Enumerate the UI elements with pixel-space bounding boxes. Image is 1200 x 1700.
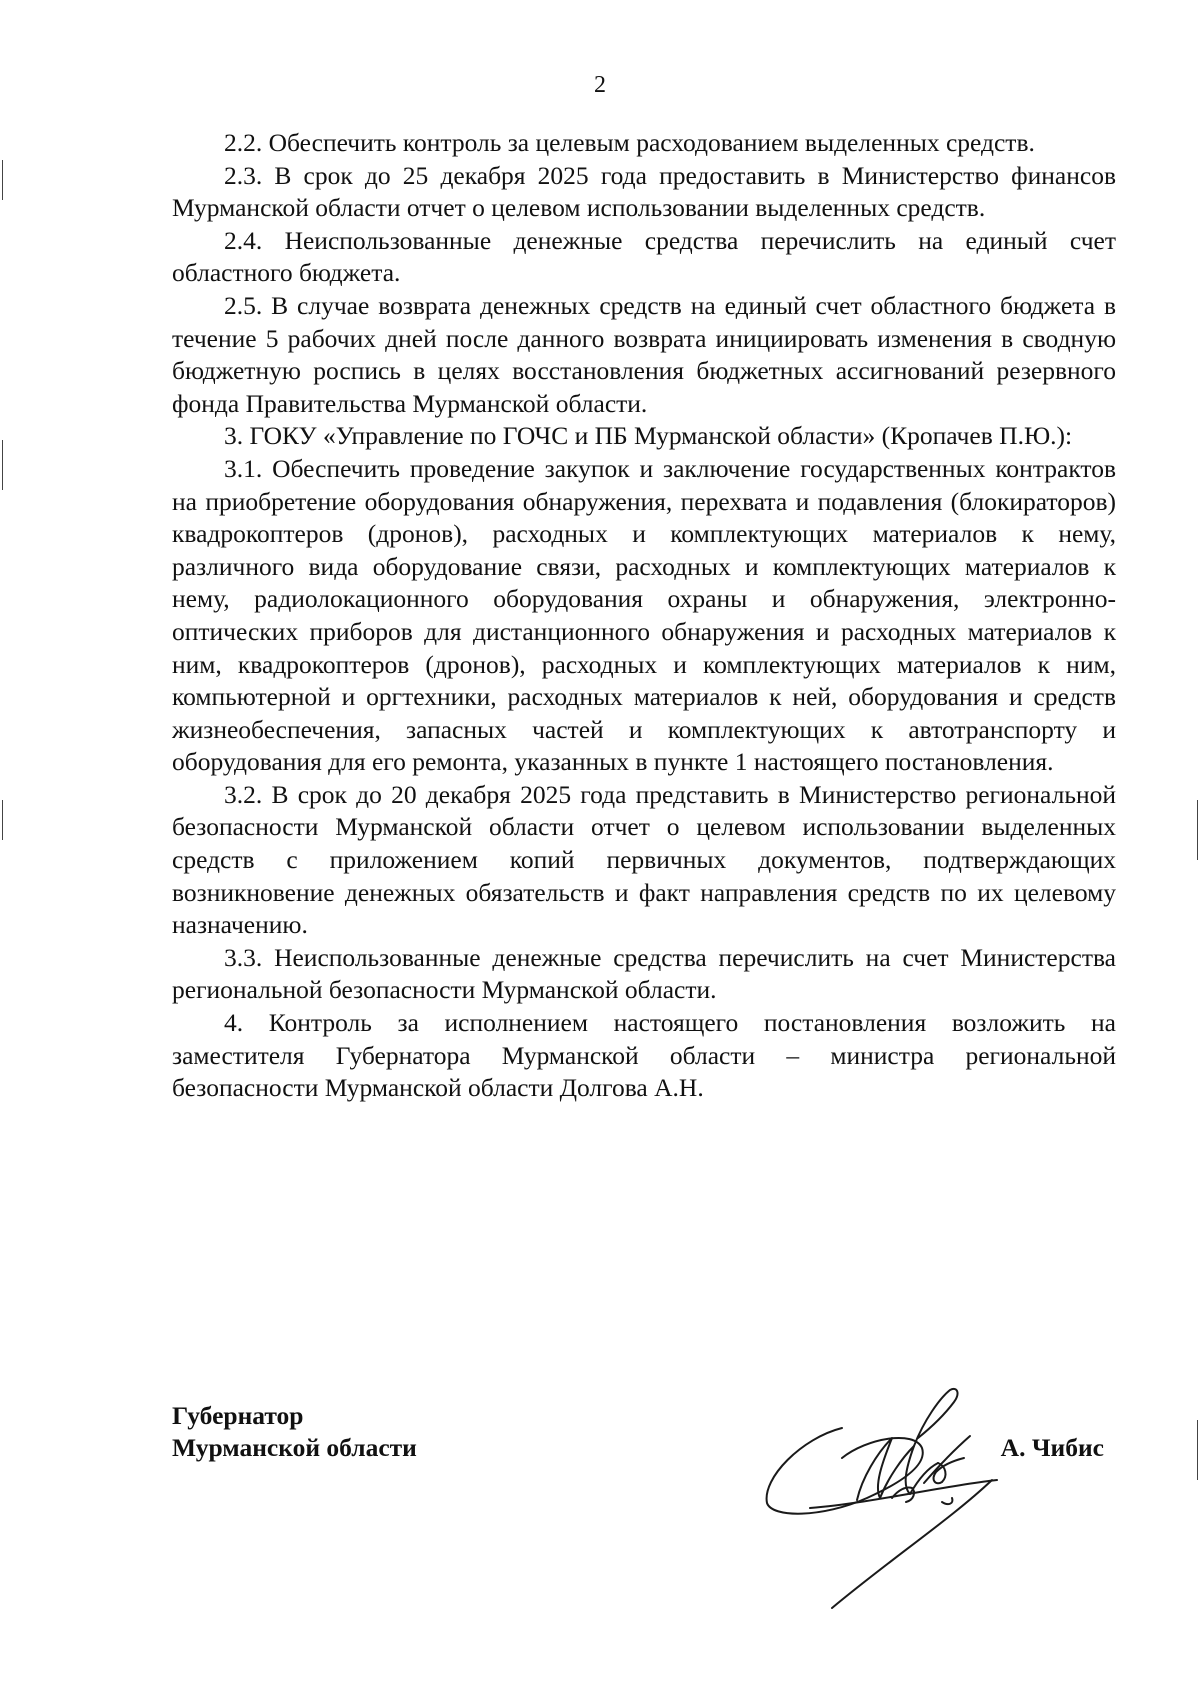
paragraph-2-2: 2.2. Обеспечить контроль за целевым расходованием выделенных средств. (224, 128, 1035, 157)
paragraph-3-3: 3.3. Неиспользованные денежные средства перечислить на счет Министерства региональной безопасности Мурманской области. (172, 942, 1116, 1005)
paragraph-2-3: 2.3. В срок до 25 декабря 2025 года предоставить в Министерство финансов Мурманской области отчет о целевом использовании выделенных средств. (172, 160, 1116, 223)
document-body (172, 127, 1116, 1105)
paragraph-3: 3. ГОКУ «Управление по ГОЧС и ПБ Мурманской области» (Кропачев П.Ю.): (224, 421, 1073, 451)
paragraph-2-4: 2.4. Неиспользованные денежные средства перечислить на единый счет областного бюджета. (172, 225, 1116, 288)
scan-edge-mark (2, 160, 3, 200)
handwritten-signature (692, 1368, 1112, 1618)
scan-edge-mark (1197, 1420, 1198, 1480)
scan-edge-mark (2, 800, 3, 840)
paragraph-3-2: 3.2. В срок до 20 декабря 2025 года представить в Министерство региональной безопасности Мурманской области отчет о целевом использовании выделенных средств с приложением копий первичных документов, подтверждающих возникновение денежных обязательств и факт направления средств по их целевому назначению. (172, 779, 1116, 940)
signer-name: А. Чибис (1000, 1433, 1104, 1462)
scan-edge-mark (1197, 800, 1198, 860)
paragraph-4: 4. Контроль за исполнением настоящего постановления возложить на заместителя Губернатора Мурманской области – министра региональной безопасности Мурманской области Долгова А.Н. (172, 1008, 1116, 1103)
paragraph-2-5: 2.5. В случае возврата денежных средств на единый счет областного бюджета в течение 5 рабочих дней после данного возврата инициировать изменения в сводную бюджетную роспись в целях восстановления бюджетных ассигнований резервного фонда Правительства Мурманской области. (172, 290, 1116, 418)
scan-edge-mark (2, 440, 3, 490)
signature-block (172, 1400, 1116, 1640)
signer-position-line1: Губернатор (172, 1401, 304, 1430)
paragraph-3-1: 3.1. Обеспечить проведение закупок и заключение государственных контрактов на приобретение оборудования обнаружения, перехвата и подавления (блокираторов) квадрокоптеров (дронов), расходных и комплектующих материалов к нему, различного вида оборудование связи, расходных и комплектующих материалов к нему, радиолокационного оборудования охраны и обнаружения, электронно-оптических приборов для дистанционного обнаружения и расходных материалов к ним, квадрокоптеров (дронов), расходных и комплектующих материалов к ним, компьютерной и оргтехники, расходных материалов к ней, оборудования и средств жизнеобеспечения, запасных частей и комплектующих к автотранспорту и оборудования для его ремонта, указанных в пункте 1 настоящего постановления. (172, 453, 1116, 777)
signer-position-line2: Мурманской области (172, 1433, 417, 1462)
page-number: 2 (594, 72, 606, 98)
signer-position (172, 1400, 417, 1464)
